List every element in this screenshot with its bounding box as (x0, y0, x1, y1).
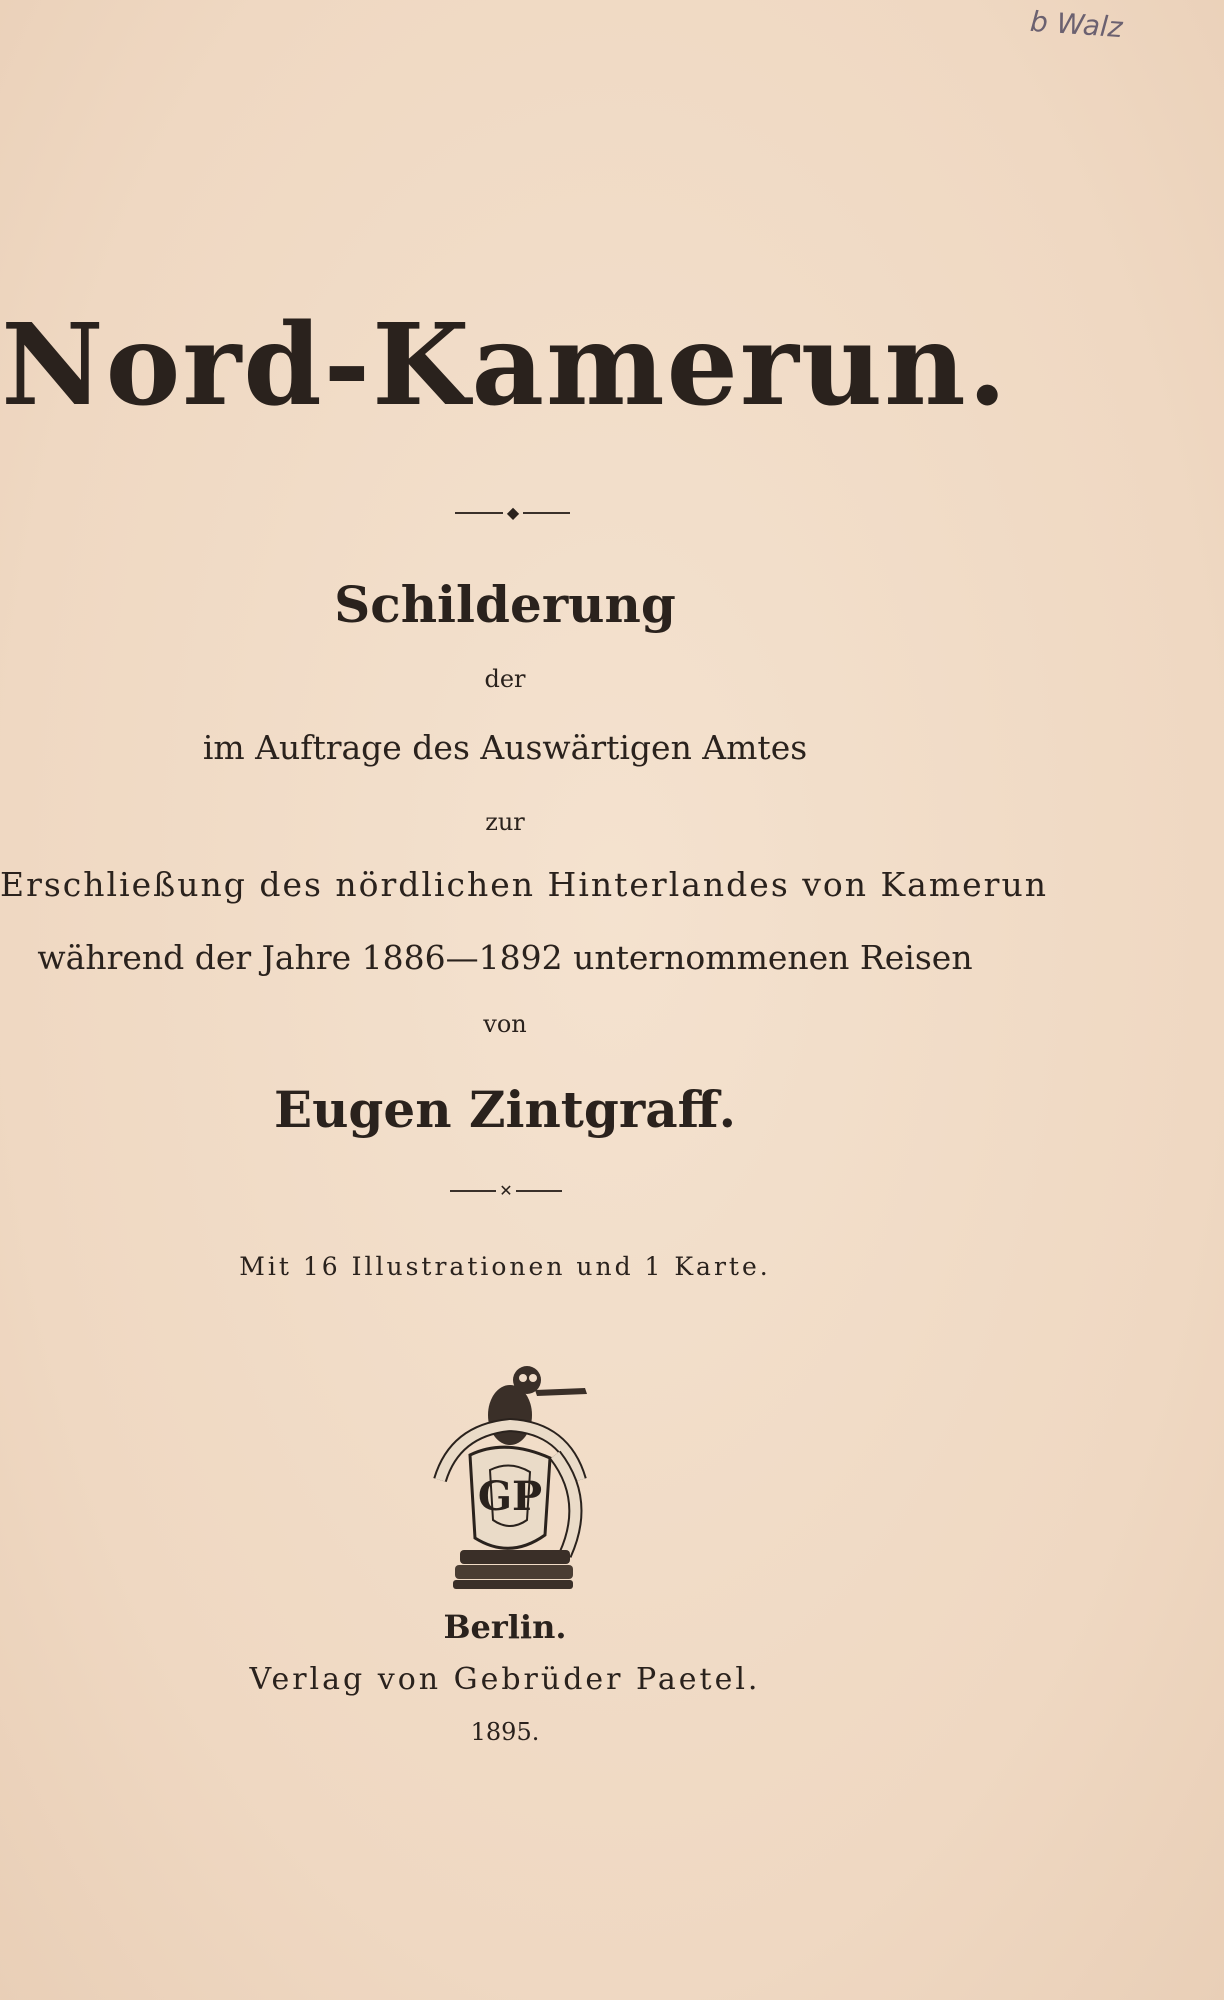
line-der: der (484, 665, 526, 693)
owl-on-books-emblem-icon (415, 1360, 595, 1590)
publisher-name: Verlag von Gebrüder Paetel. (249, 1662, 761, 1697)
line-commission: im Auftrage des Auswärtigen Amtes (202, 728, 808, 767)
line-von: von (483, 1010, 527, 1038)
line-zur: zur (485, 808, 525, 836)
ornament-divider-bottom (450, 1181, 562, 1201)
publication-year: 1895. (470, 1718, 540, 1746)
line-exploration: Erschließung des nördlichen Hinterlandes von Kamerun (0, 865, 1048, 904)
publisher-city: Berlin. (443, 1608, 567, 1646)
ornament-divider-top (455, 503, 570, 523)
svg-text:GP: GP (477, 1473, 543, 1520)
ornament-cross-icon: ✕ (499, 1181, 513, 1200)
book-title: Nord-Kamerun. (1, 300, 1009, 431)
illustrations-note: Mit 16 Illustrationen und 1 Karte. (239, 1252, 771, 1281)
subtitle: Schilderung (334, 575, 676, 634)
author-name: Eugen Zintgraff. (273, 1080, 737, 1139)
handwritten-annotation: b Walz (1029, 4, 1124, 45)
ornament-glyph-icon: ◆ (506, 503, 520, 522)
line-years: während der Jahre 1886—1892 unternommenen Reisen (37, 938, 973, 977)
